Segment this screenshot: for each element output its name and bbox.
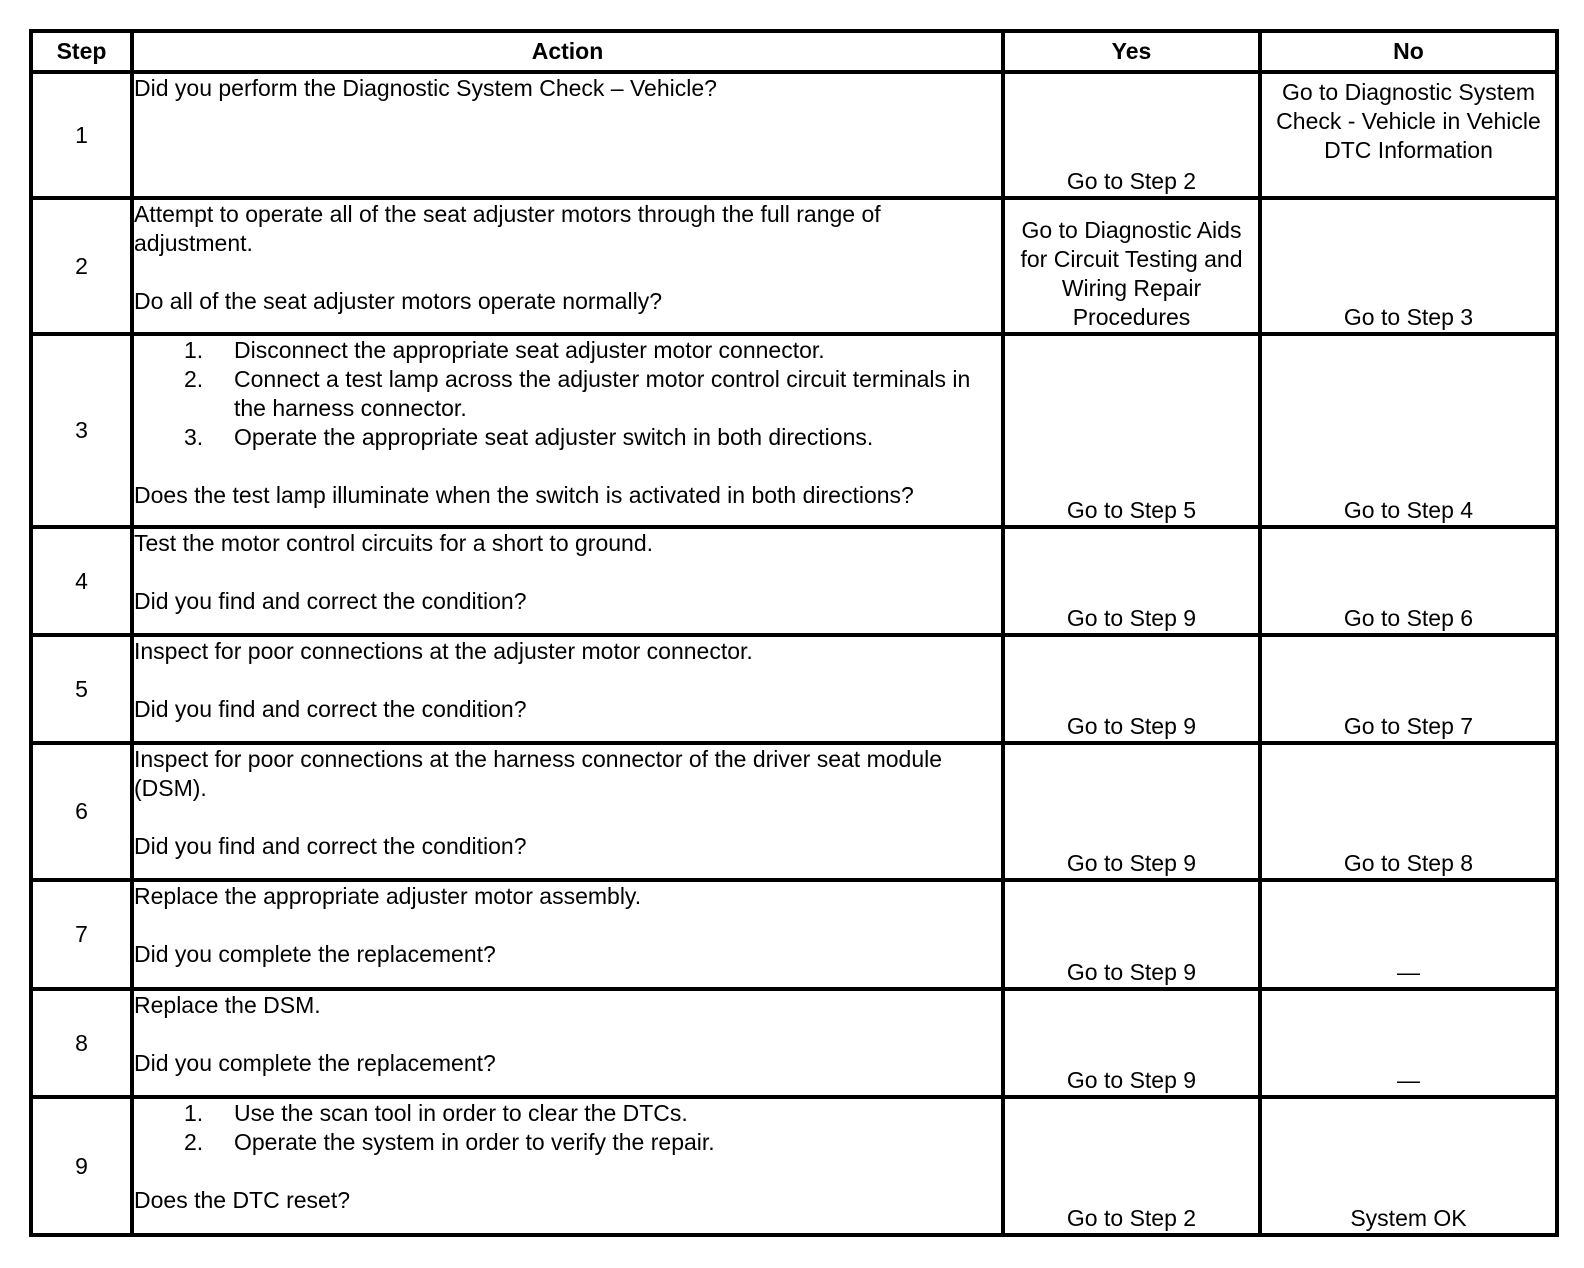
- header-step: Step: [31, 31, 132, 72]
- table-row: [31, 880, 1557, 989]
- action-question: Did you complete the replacement?: [134, 1050, 496, 1076]
- action-text: Attempt to operate all of the seat adjuster motors through the full range of adjustment.: [134, 201, 881, 256]
- action-question: Did you find and correct the condition?: [134, 833, 527, 859]
- step-number: 6: [31, 743, 132, 880]
- action-cell: [132, 334, 1003, 527]
- yes-cell: Go to Step 9: [1003, 989, 1260, 1097]
- no-cell: Go to Step 4: [1260, 334, 1557, 527]
- step-number: 2: [31, 198, 132, 334]
- action-cell: [132, 1097, 1003, 1235]
- action-cell: [132, 989, 1003, 1097]
- list-item: 3. Operate the appropriate seat adjuster switch in both directions.: [184, 424, 874, 450]
- step-number: 5: [31, 635, 132, 743]
- no-cell: System OK: [1260, 1097, 1557, 1235]
- action-question: Did you find and correct the condition?: [134, 588, 527, 614]
- yes-cell: Go to Step 9: [1003, 635, 1260, 743]
- list-item: 1. Use the scan tool in order to clear the DTCs.: [184, 1100, 688, 1126]
- table-row: [31, 334, 1557, 527]
- no-cell: Go to Diagnostic System Check - Vehicle in Vehicle DTC Information: [1260, 72, 1557, 198]
- no-cell: Go to Step 6: [1260, 527, 1557, 635]
- step-number: 7: [31, 880, 132, 989]
- step-number: 9: [31, 1097, 132, 1235]
- header-row: [31, 31, 1557, 72]
- table-row: [31, 743, 1557, 880]
- action-cell: [132, 198, 1003, 334]
- header-no: No: [1260, 31, 1557, 72]
- step-number: 8: [31, 989, 132, 1097]
- yes-cell: Go to Diagnostic Aids for Circuit Testing and Wiring Repair Procedures: [1003, 198, 1260, 334]
- no-cell: Go to Step 8: [1260, 743, 1557, 880]
- action-cell: [132, 880, 1003, 989]
- table-row: [31, 1097, 1557, 1235]
- action-question: Did you complete the replacement?: [134, 941, 496, 967]
- step-number: 4: [31, 527, 132, 635]
- action-text: Inspect for poor connections at the adjuster motor connector.: [134, 638, 753, 664]
- yes-cell: Go to Step 9: [1003, 527, 1260, 635]
- step-number: 3: [31, 334, 132, 527]
- no-cell: Go to Step 7: [1260, 635, 1557, 743]
- action-question: Do all of the seat adjuster motors operate normally?: [134, 288, 662, 314]
- action-text: Replace the DSM.: [134, 992, 321, 1018]
- table-row: [31, 527, 1557, 635]
- action-text: Did you perform the Diagnostic System Check – Vehicle?: [134, 75, 717, 101]
- action-list: [134, 1099, 1001, 1157]
- step-number: 1: [31, 72, 132, 198]
- table-row: [31, 198, 1557, 334]
- yes-cell: Go to Step 9: [1003, 743, 1260, 880]
- action-text: Inspect for poor connections at the harness connector of the driver seat module (DSM).: [134, 746, 943, 801]
- action-cell: [132, 72, 1003, 198]
- header-action: Action: [132, 31, 1003, 72]
- table-row: [31, 989, 1557, 1097]
- action-question: Does the DTC reset?: [134, 1187, 351, 1213]
- action-list: [134, 336, 1001, 452]
- action-cell: [132, 743, 1003, 880]
- diagnostic-table: [29, 29, 1559, 1237]
- table-row: [31, 72, 1557, 198]
- no-cell: —: [1260, 880, 1557, 989]
- yes-cell: Go to Step 9: [1003, 880, 1260, 989]
- header-yes: Yes: [1003, 31, 1260, 72]
- list-item: 1. Disconnect the appropriate seat adjuster motor connector.: [184, 337, 825, 363]
- no-cell: —: [1260, 989, 1557, 1097]
- action-question: Does the test lamp illuminate when the switch is activated in both directions?: [134, 482, 914, 508]
- action-cell: [132, 635, 1003, 743]
- action-question: Did you find and correct the condition?: [134, 696, 527, 722]
- action-text: Test the motor control circuits for a short to ground.: [134, 530, 654, 556]
- yes-cell: Go to Step 2: [1003, 1097, 1260, 1235]
- action-cell: [132, 527, 1003, 635]
- list-item: 2. Connect a test lamp across the adjuster motor control circuit terminals in the harness connector.: [184, 366, 971, 421]
- action-text: Replace the appropriate adjuster motor assembly.: [134, 883, 642, 909]
- no-cell: Go to Step 3: [1260, 198, 1557, 334]
- yes-cell: Go to Step 2: [1003, 72, 1260, 198]
- table-row: [31, 635, 1557, 743]
- list-item: 2. Operate the system in order to verify the repair.: [184, 1129, 715, 1155]
- yes-cell: Go to Step 5: [1003, 334, 1260, 527]
